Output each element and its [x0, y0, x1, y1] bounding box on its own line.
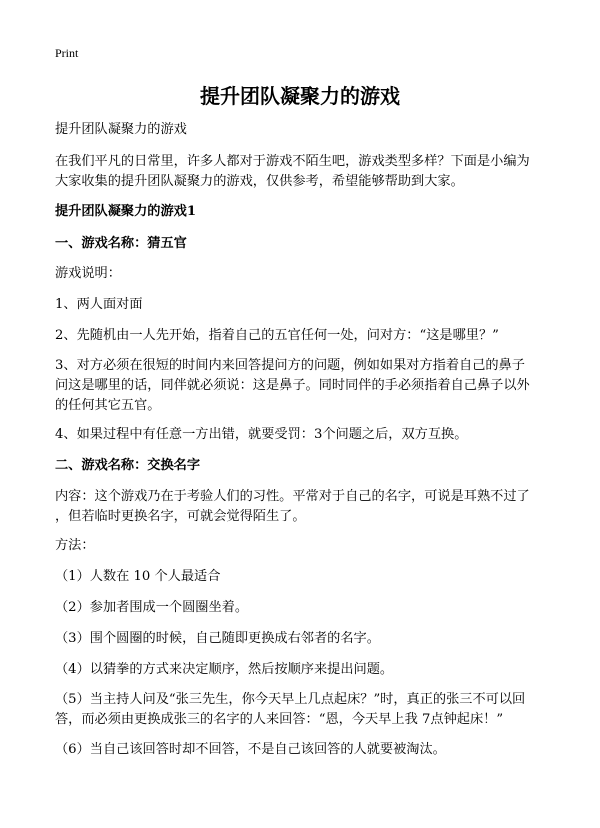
method-1: （1）人数在 10 个人最适合 [55, 569, 221, 584]
section1-step2: 2、先随机由一人先开始，指着自己的五官任何一处，问对方：“这是哪里？” [55, 328, 499, 343]
step3-line: 问这是哪里的话，同伴就必须说：这是鼻子。同时同伴的手必须指着自己鼻子以外 [55, 378, 530, 393]
method5-line: （5）当主持人问及“张三先生，你今天早上几点起床？”时，真正的张三不可以回 [55, 692, 526, 707]
intro-paragraph [55, 152, 551, 192]
game-heading: 提升团队凝聚力的游戏1 [55, 204, 197, 219]
section1-heading: 一、游戏名称：猜五官 [55, 236, 187, 251]
method-3: （3）围个圆圈的时候，自己随即更换成右邻者的名字。 [55, 631, 380, 646]
intro-line: 大家收集的提升团队凝聚力的游戏，仅供参考，希望能够帮助到大家。 [55, 174, 464, 189]
section1-step3 [55, 356, 551, 416]
page-title: 提升团队凝聚力的游戏 [200, 84, 400, 108]
content-line: 内容：这个游戏乃在于考验人们的习性。平常对于自己的名字，可说是耳熟不过了 [55, 489, 530, 504]
section1-explain: 游戏说明： [55, 266, 121, 281]
section2-content [55, 487, 551, 527]
step3-line: 的任何其它五官。 [55, 398, 161, 413]
section2-heading: 二、游戏名称：交换名字 [55, 458, 201, 473]
method-6: （6）当自己该回答时却不回答，不是自己该回答的人就要被淘汰。 [55, 742, 446, 757]
section1-step1: 1、两人面对面 [55, 297, 143, 312]
section2-method: 方法： [55, 538, 95, 553]
method5-line: 答，而必须由更换成张三的名字的人来回答：“恩，今天早上我 7点钟起床！” [55, 712, 504, 727]
subtitle: 提升团队凝聚力的游戏 [55, 122, 187, 137]
section1-step4: 4、如果过程中有任意一方出错，就要受罚：3个问题之后，双方互换。 [55, 427, 468, 442]
step3-line: 3、对方必须在很短的时间内来回答提问方的问题，例如如果对方指着自己的鼻子 [55, 358, 525, 373]
intro-line: 在我们平凡的日常里，许多人都对于游戏不陌生吧，游戏类型多样？下面是小编为 [55, 154, 530, 169]
method-4: （4）以猜拳的方式来决定顺序，然后按顺序来提出问题。 [55, 662, 394, 677]
method-2: （2）参加者围成一个圆圈坐着。 [55, 600, 249, 615]
method-5 [55, 690, 551, 730]
content-line: ，但若临时更换名字，可就会觉得陌生了。 [55, 509, 306, 524]
print-link[interactable]: Print [55, 46, 79, 60]
